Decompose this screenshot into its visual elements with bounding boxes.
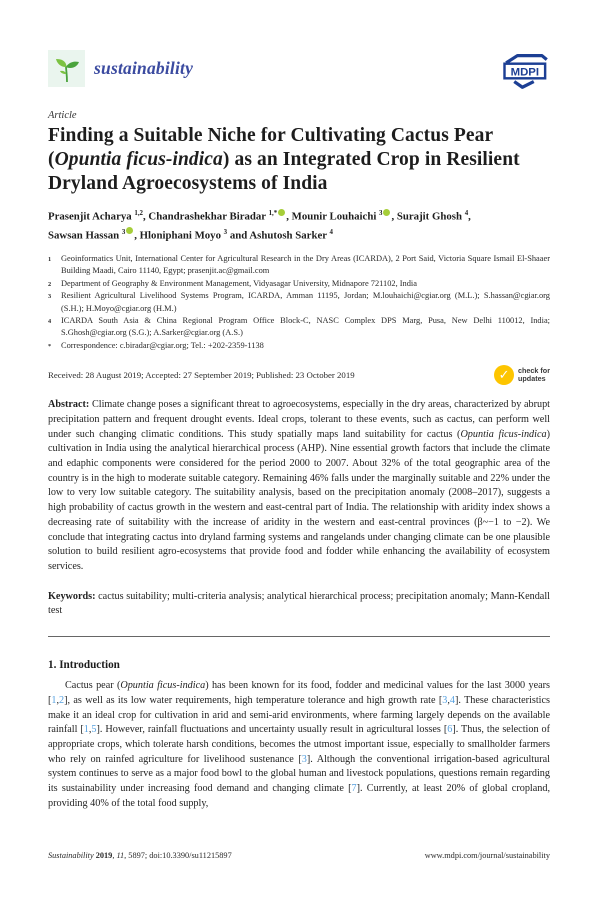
text-run: , 5897; doi:10.3390/su11215897 bbox=[124, 851, 232, 860]
text-run: Opuntia ficus-indica bbox=[120, 680, 206, 692]
text-run: , bbox=[56, 694, 60, 706]
affiliation-row bbox=[48, 340, 550, 352]
citation-line bbox=[48, 851, 232, 860]
introduction-paragraph bbox=[48, 679, 550, 811]
affiliation-row bbox=[48, 253, 550, 278]
badge-line1: check for bbox=[518, 366, 550, 376]
citation-link[interactable]: 7 bbox=[351, 783, 357, 795]
affiliation-marker: 4 bbox=[48, 318, 52, 326]
text-run: Climate change poses a significant threat to agroecosystems, especially in the dry areas, characterized by abrupt precipitation pattern and frequent drought events. Ideal crops, tolerant to these events, such as cactus, can perform well under such changing climatic conditions. This study spatially maps land suitability for cactus ( bbox=[48, 399, 550, 440]
affiliation-marker: 1 bbox=[48, 256, 52, 263]
citation-link[interactable]: 3 bbox=[301, 753, 307, 765]
text-run: ]. Although the conventional irrigation-based agricultural system continues to serve as a major food bowl to the global human and livestock populations, questions remain regarding its sustainability under increasing food demand and changing climate [ bbox=[48, 753, 550, 795]
check-icon: ✓ bbox=[494, 365, 514, 385]
abstract-label: Abstract: bbox=[48, 399, 90, 411]
citation-link[interactable]: 4 bbox=[449, 694, 455, 706]
citation-link[interactable]: 3 bbox=[442, 694, 448, 706]
abstract bbox=[48, 398, 550, 574]
text-run: 3 bbox=[223, 228, 228, 236]
affiliation-row bbox=[48, 290, 550, 315]
svg-text:MDPI: MDPI bbox=[510, 66, 540, 79]
text-run: , Chandrashekhar Biradar bbox=[143, 210, 269, 223]
sustainability-logo bbox=[48, 50, 193, 87]
text-run: , bbox=[468, 210, 471, 223]
article-type-label: Article bbox=[48, 110, 77, 121]
affiliation-row bbox=[48, 315, 550, 340]
affiliation-text: Resilient Agricultural Livelihood Systems Program, ICARDA, Amman 11195, Jordan; M.louhaichi@cgiar.org (M.L.); S.hassan@cgiar.org (S.H.); H.Moyo@cgiar.org (H.M.) bbox=[61, 291, 550, 313]
citation-link[interactable]: 2 bbox=[59, 694, 65, 706]
text-run: , bbox=[112, 851, 117, 860]
citation-link[interactable]: 5 bbox=[91, 724, 97, 736]
affiliation-text: Department of Geography & Environment Management, Vidyasagar University, Midnapore 721102, India bbox=[61, 278, 417, 288]
text-run: ]. These characteristics make it an ideal crop for cultivation in arid and semi-arid environments, where farming largely depends on the available rainfall [ bbox=[48, 694, 551, 736]
text-run: and Ashutosh Sarker bbox=[227, 229, 330, 241]
introduction-heading: 1. Introduction bbox=[48, 659, 120, 672]
keywords bbox=[48, 590, 550, 619]
keywords-label: Keywords: bbox=[48, 590, 96, 602]
orcid-icon[interactable] bbox=[278, 209, 285, 216]
text-run: 1,2 bbox=[134, 210, 143, 217]
keywords-text: cactus suitability; multi-criteria analysis; analytical hierarchical process; precipitation anomaly; Mann-Kendall test bbox=[48, 590, 550, 617]
text-run: Sustainability bbox=[48, 851, 96, 860]
text-run: 4 bbox=[329, 228, 333, 236]
text-run: , Mounir Louhaichi bbox=[286, 210, 380, 223]
text-run: 3 bbox=[121, 228, 126, 236]
section-divider bbox=[48, 636, 550, 637]
text-run: ]. Currently, at least 20% of global cropland, providing 40% of the total food supply, bbox=[48, 783, 551, 809]
text-run: , bbox=[88, 724, 92, 736]
text-run: ], as well as its low water requirements, high temperature tolerance and high growth rate [ bbox=[64, 694, 443, 706]
affiliation-text: Correspondence: c.biradar@cgiar.org; Tel.: +202-2359-1138 bbox=[61, 340, 264, 350]
orcid-icon[interactable] bbox=[383, 209, 390, 216]
affiliation-list bbox=[48, 253, 550, 352]
author-list bbox=[48, 206, 550, 243]
journal-url[interactable]: www.mdpi.com/journal/sustainability bbox=[424, 851, 550, 860]
title-italic-species: Opuntia ficus-indica bbox=[54, 149, 223, 170]
text-run: Cactus pear ( bbox=[65, 680, 121, 692]
dates-row bbox=[48, 365, 550, 385]
text-run: Prasenjit Acharya bbox=[48, 210, 135, 223]
title-text-post: ) as an Integrated Crop in Resilient Dryland Agroecosystems of India bbox=[48, 149, 520, 194]
text-run: , Surajit Ghosh bbox=[391, 210, 465, 223]
text-run: 2019 bbox=[95, 851, 113, 860]
text-run: 1,* bbox=[268, 210, 278, 217]
text-run: 11 bbox=[116, 851, 125, 860]
text-run: ) cultivation in India using the analytical hierarchical process (AHP). Nine essential growth factors that include the climate and edaphic components were considered for the period 2000 to 2007. About 32% of the total geographic area of the country is in the high to moderate suitable category. Remaining 46% falls under the marginally suitable and 22% under the low to very low suitable category. The suitability analysis, based on the precipitation anomaly (2008–2017), suggests a high probability of cactus growth in the western and east-central part of India. The relationship with aridity index shows a decreasing rate of suitability with the increase of aridity in the western and east-central provinces (β~−1 to −2). We conclude that integrating cactus into dryland farming systems and rangelands under changing climate can be one plausible solution to build resilient agro-ecosystems that provide food and fodder while enhancing the availability of ecosystem services. bbox=[48, 428, 550, 572]
check-for-updates-badge[interactable] bbox=[494, 365, 550, 385]
text-run: 3 bbox=[379, 210, 383, 217]
title-text: Finding a Suitable Niche for Cultivating Cactus Pear ( bbox=[48, 125, 493, 170]
check-for-updates-label bbox=[518, 367, 550, 383]
affiliation-text: ICARDA South Asia & China Regional Program Office Block-C, NASC Complex DPS Marg, Pusa, New Delhi 110012, India; S.Ghosh@cgiar.org (S.G.); A.Sarker@cgiar.org (A.S.) bbox=[61, 316, 550, 338]
page-header bbox=[48, 50, 550, 95]
page-footer bbox=[48, 851, 550, 860]
affiliation-marker: 3 bbox=[48, 293, 52, 301]
text-run: ) has been known for its food, fodder and medicinal values for the last 3000 years [ bbox=[48, 680, 550, 706]
article-title bbox=[48, 124, 550, 196]
text-run: , Hloniphani Moyo bbox=[134, 229, 224, 241]
badge-line2: updates bbox=[518, 374, 546, 384]
orcid-icon[interactable] bbox=[126, 227, 133, 234]
affiliation-text: Geoinformatics Unit, International Center for Agricultural Research in the Dry Areas (ICARDA), 2 Port Said, Victoria Square Ismail El-Shaaer Building Maadi, Cairo 11140, Egypt; prasenjit.ac@gmail.com bbox=[61, 254, 550, 276]
citation-link[interactable]: 1 bbox=[51, 694, 57, 706]
abstract-text bbox=[48, 399, 550, 572]
affiliation-marker: * bbox=[48, 342, 52, 350]
affiliation-marker: 2 bbox=[48, 280, 52, 288]
affiliation-row bbox=[48, 278, 550, 290]
citation-link[interactable]: 6 bbox=[447, 724, 453, 736]
text-run: 4 bbox=[464, 210, 469, 217]
text-run: ]. Thus, the selection of appropriate crops, which tolerate harsh conditions, becomes the utmost important issue, especially to smallholder farmers who rely on rainfed agriculture for livelihood sustenance [ bbox=[48, 724, 550, 765]
citation-link[interactable]: 1 bbox=[83, 724, 89, 736]
text-run: Sawsan Hassan bbox=[48, 229, 122, 241]
plant-icon bbox=[48, 50, 85, 87]
text-run: , bbox=[447, 694, 450, 706]
text-run: ]. However, rainfall fluctuations and uncertainty usually result in agricultural losses [ bbox=[96, 724, 448, 736]
journal-name: sustainability bbox=[94, 58, 194, 78]
mdpi-logo bbox=[498, 52, 550, 95]
received-accepted-published: Received: 28 August 2019; Accepted: 27 September 2019; Published: 23 October 2019 bbox=[48, 370, 355, 381]
text-run: Opuntia ficus-indica bbox=[460, 428, 547, 440]
